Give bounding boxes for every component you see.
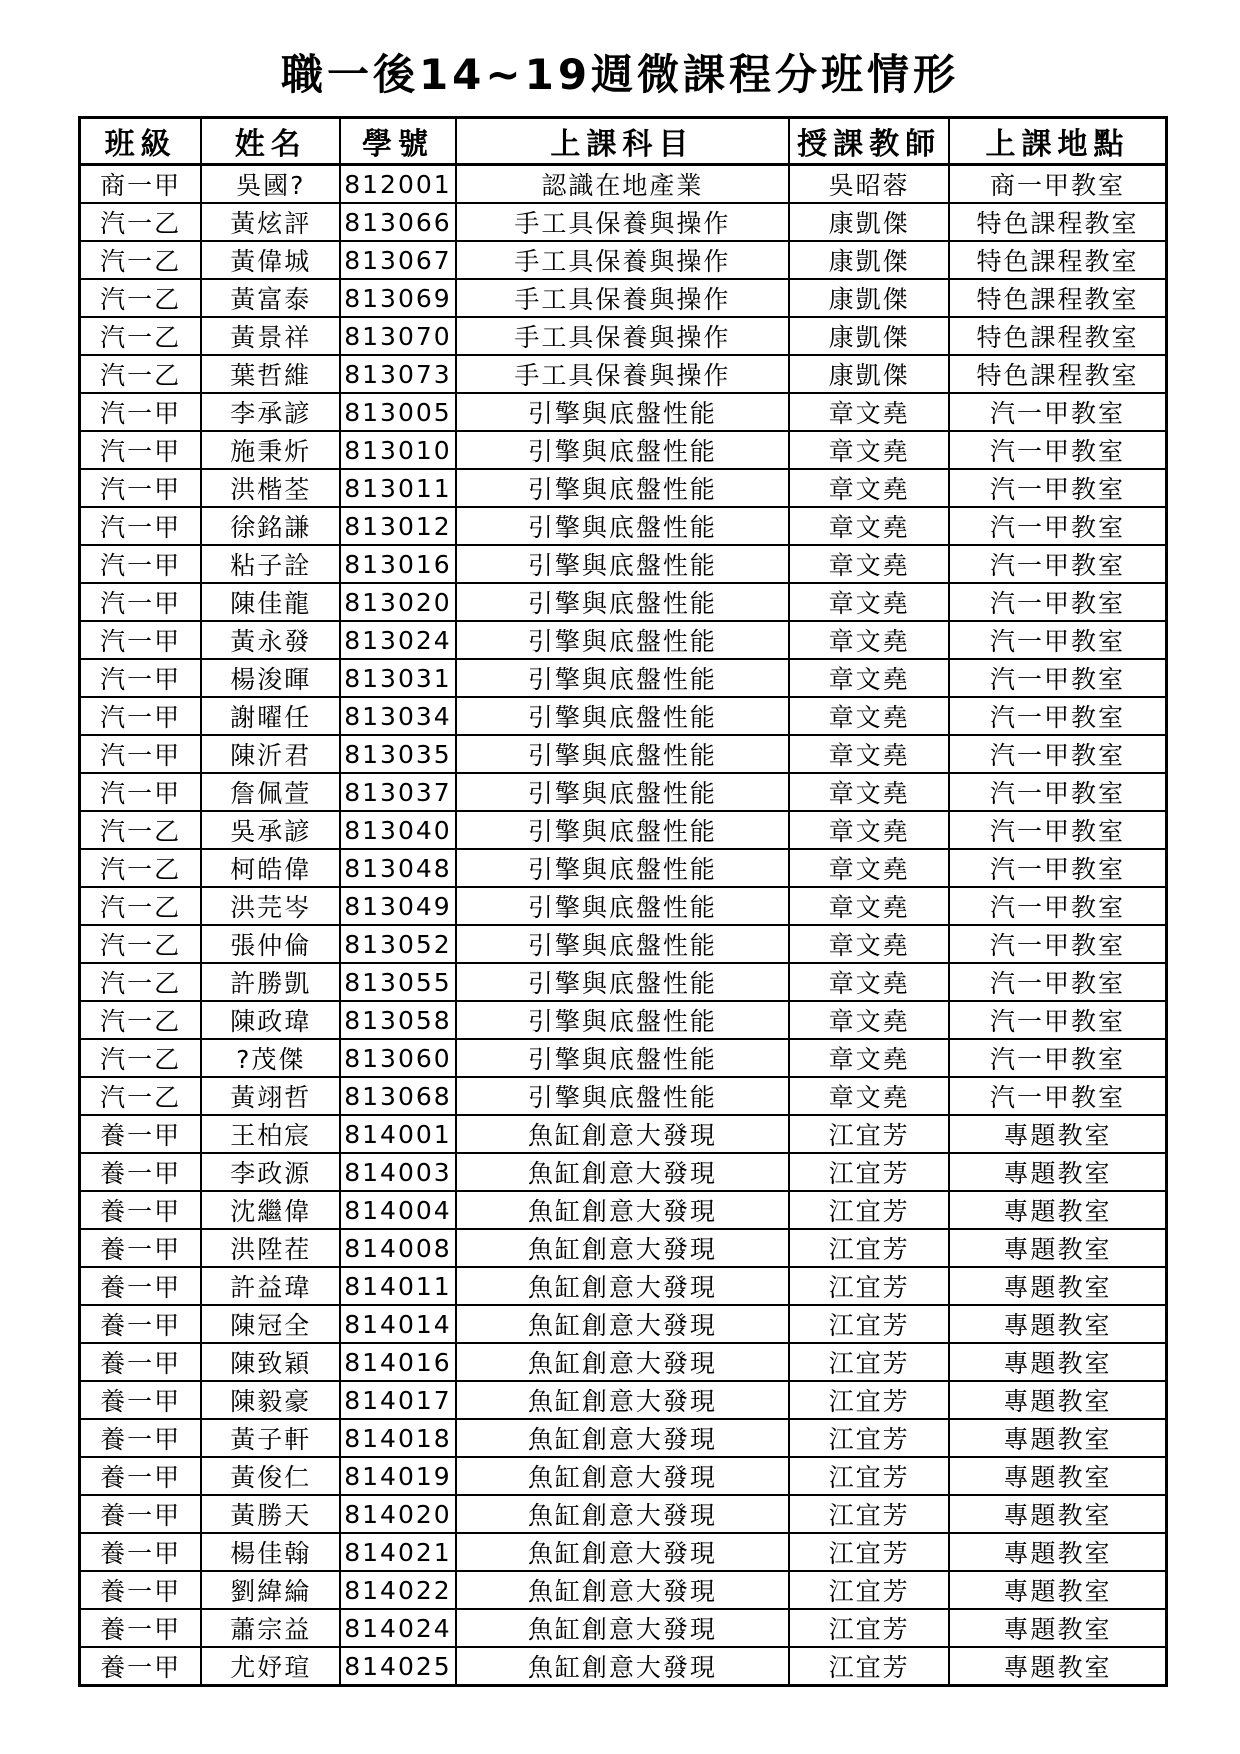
table-row — [80, 1647, 1167, 1686]
cell-name: 黃景祥 — [201, 317, 340, 355]
cell-teacher: 江宜芳 — [789, 1115, 949, 1153]
cell-class: 養一甲 — [80, 1267, 202, 1305]
cell-name: 謝曜任 — [201, 697, 340, 735]
table-row — [80, 241, 1167, 279]
cell-location: 汽一甲教室 — [949, 469, 1166, 507]
table-row — [80, 1001, 1167, 1039]
cell-name: 蕭宗益 — [201, 1609, 340, 1647]
cell-student-id: 813067 — [340, 241, 455, 279]
header-subject: 上課科目 — [456, 118, 790, 165]
cell-name: 劉緯綸 — [201, 1571, 340, 1609]
cell-location: 專題教室 — [949, 1191, 1166, 1229]
cell-subject: 魚缸創意大發現 — [456, 1571, 790, 1609]
cell-subject: 引擎與底盤性能 — [456, 621, 790, 659]
cell-class: 汽一甲 — [80, 431, 202, 469]
cell-location: 專題教室 — [949, 1305, 1166, 1343]
cell-teacher: 章文堯 — [789, 583, 949, 621]
cell-subject: 引擎與底盤性能 — [456, 849, 790, 887]
cell-subject: 魚缸創意大發現 — [456, 1115, 790, 1153]
cell-student-id: 814003 — [340, 1153, 455, 1191]
cell-subject: 魚缸創意大發現 — [456, 1267, 790, 1305]
cell-name: 洪芫岑 — [201, 887, 340, 925]
cell-location: 汽一甲教室 — [949, 545, 1166, 583]
table-row — [80, 1381, 1167, 1419]
cell-name: 黃偉城 — [201, 241, 340, 279]
cell-name: 楊佳翰 — [201, 1533, 340, 1571]
cell-student-id: 813058 — [340, 1001, 455, 1039]
cell-class: 汽一乙 — [80, 887, 202, 925]
cell-student-id: 813010 — [340, 431, 455, 469]
cell-subject: 魚缸創意大發現 — [456, 1419, 790, 1457]
cell-location: 專題教室 — [949, 1533, 1166, 1571]
cell-subject: 引擎與底盤性能 — [456, 887, 790, 925]
cell-location: 汽一甲教室 — [949, 431, 1166, 469]
cell-name: 黃俊仁 — [201, 1457, 340, 1495]
cell-subject: 引擎與底盤性能 — [456, 1077, 790, 1115]
cell-teacher: 章文堯 — [789, 811, 949, 849]
table-header — [80, 118, 1167, 165]
cell-name: 柯皓偉 — [201, 849, 340, 887]
cell-class: 汽一甲 — [80, 659, 202, 697]
cell-class: 養一甲 — [80, 1533, 202, 1571]
cell-name: 許益瑋 — [201, 1267, 340, 1305]
cell-name: 陳冠全 — [201, 1305, 340, 1343]
table-row — [80, 469, 1167, 507]
cell-student-id: 813011 — [340, 469, 455, 507]
cell-subject: 魚缸創意大發現 — [456, 1343, 790, 1381]
cell-subject: 魚缸創意大發現 — [456, 1609, 790, 1647]
cell-class: 汽一乙 — [80, 241, 202, 279]
cell-class: 養一甲 — [80, 1571, 202, 1609]
cell-subject: 引擎與底盤性能 — [456, 697, 790, 735]
cell-student-id: 813034 — [340, 697, 455, 735]
cell-name: 陳致穎 — [201, 1343, 340, 1381]
table-row — [80, 1191, 1167, 1229]
cell-subject: 引擎與底盤性能 — [456, 925, 790, 963]
cell-location: 汽一甲教室 — [949, 621, 1166, 659]
table-row — [80, 203, 1167, 241]
cell-subject: 引擎與底盤性能 — [456, 773, 790, 811]
cell-teacher: 江宜芳 — [789, 1343, 949, 1381]
table-row — [80, 1115, 1167, 1153]
cell-class: 養一甲 — [80, 1115, 202, 1153]
cell-class: 汽一甲 — [80, 469, 202, 507]
table-row — [80, 545, 1167, 583]
cell-class: 汽一乙 — [80, 1039, 202, 1077]
cell-teacher: 康凱傑 — [789, 279, 949, 317]
cell-class: 汽一乙 — [80, 203, 202, 241]
cell-location: 汽一甲教室 — [949, 583, 1166, 621]
cell-location: 汽一甲教室 — [949, 507, 1166, 545]
cell-teacher: 章文堯 — [789, 773, 949, 811]
cell-student-id: 813040 — [340, 811, 455, 849]
cell-class: 養一甲 — [80, 1647, 202, 1686]
cell-location: 專題教室 — [949, 1153, 1166, 1191]
cell-student-id: 814019 — [340, 1457, 455, 1495]
cell-class: 汽一乙 — [80, 925, 202, 963]
cell-class: 汽一乙 — [80, 279, 202, 317]
cell-teacher: 章文堯 — [789, 849, 949, 887]
cell-teacher: 章文堯 — [789, 735, 949, 773]
cell-subject: 引擎與底盤性能 — [456, 393, 790, 431]
header-name: 姓名 — [201, 118, 340, 165]
table-row — [80, 507, 1167, 545]
header-row — [80, 118, 1167, 165]
cell-subject: 魚缸創意大發現 — [456, 1647, 790, 1686]
cell-subject: 魚缸創意大發現 — [456, 1153, 790, 1191]
cell-class: 養一甲 — [80, 1609, 202, 1647]
cell-student-id: 813037 — [340, 773, 455, 811]
table-row — [80, 1495, 1167, 1533]
cell-class: 汽一乙 — [80, 811, 202, 849]
cell-subject: 引擎與底盤性能 — [456, 1039, 790, 1077]
cell-teacher: 章文堯 — [789, 1001, 949, 1039]
cell-location: 專題教室 — [949, 1115, 1166, 1153]
cell-student-id: 813016 — [340, 545, 455, 583]
cell-location: 專題教室 — [949, 1495, 1166, 1533]
cell-name: 陳毅豪 — [201, 1381, 340, 1419]
cell-class: 汽一乙 — [80, 1077, 202, 1115]
cell-student-id: 812001 — [340, 165, 455, 204]
cell-name: 粘子詮 — [201, 545, 340, 583]
cell-class: 汽一甲 — [80, 545, 202, 583]
cell-location: 汽一甲教室 — [949, 773, 1166, 811]
cell-teacher: 江宜芳 — [789, 1229, 949, 1267]
table-row — [80, 1153, 1167, 1191]
table-row — [80, 1267, 1167, 1305]
cell-subject: 引擎與底盤性能 — [456, 545, 790, 583]
cell-student-id: 814008 — [340, 1229, 455, 1267]
cell-teacher: 章文堯 — [789, 1039, 949, 1077]
cell-student-id: 814001 — [340, 1115, 455, 1153]
cell-name: 李政源 — [201, 1153, 340, 1191]
cell-student-id: 813060 — [340, 1039, 455, 1077]
cell-teacher: 江宜芳 — [789, 1533, 949, 1571]
cell-teacher: 章文堯 — [789, 963, 949, 1001]
table-row — [80, 735, 1167, 773]
cell-subject: 引擎與底盤性能 — [456, 963, 790, 1001]
cell-student-id: 813035 — [340, 735, 455, 773]
cell-class: 商一甲 — [80, 165, 202, 204]
cell-location: 汽一甲教室 — [949, 1077, 1166, 1115]
cell-student-id: 813024 — [340, 621, 455, 659]
cell-name: 黃富泰 — [201, 279, 340, 317]
cell-student-id: 814014 — [340, 1305, 455, 1343]
cell-subject: 魚缸創意大發現 — [456, 1305, 790, 1343]
cell-location: 專題教室 — [949, 1571, 1166, 1609]
cell-name: 黃翊哲 — [201, 1077, 340, 1115]
table-row — [80, 621, 1167, 659]
cell-class: 汽一乙 — [80, 849, 202, 887]
cell-teacher: 江宜芳 — [789, 1457, 949, 1495]
table-row — [80, 279, 1167, 317]
cell-teacher: 江宜芳 — [789, 1419, 949, 1457]
cell-name: 黃勝天 — [201, 1495, 340, 1533]
cell-location: 特色課程教室 — [949, 355, 1166, 393]
table-row — [80, 355, 1167, 393]
cell-name: 吳國? — [201, 165, 340, 204]
cell-location: 專題教室 — [949, 1419, 1166, 1457]
cell-teacher: 章文堯 — [789, 545, 949, 583]
cell-location: 特色課程教室 — [949, 317, 1166, 355]
cell-subject: 引擎與底盤性能 — [456, 659, 790, 697]
cell-name: 陳沂君 — [201, 735, 340, 773]
table-row — [80, 697, 1167, 735]
cell-location: 專題教室 — [949, 1457, 1166, 1495]
cell-teacher: 江宜芳 — [789, 1571, 949, 1609]
cell-name: 黃炫評 — [201, 203, 340, 241]
cell-student-id: 814017 — [340, 1381, 455, 1419]
cell-student-id: 814022 — [340, 1571, 455, 1609]
table-row — [80, 1419, 1167, 1457]
cell-student-id: 814011 — [340, 1267, 455, 1305]
table-row — [80, 431, 1167, 469]
cell-subject: 手工具保養與操作 — [456, 203, 790, 241]
cell-student-id: 813012 — [340, 507, 455, 545]
cell-class: 養一甲 — [80, 1381, 202, 1419]
cell-name: 張仲倫 — [201, 925, 340, 963]
cell-student-id: 814020 — [340, 1495, 455, 1533]
cell-subject: 手工具保養與操作 — [456, 279, 790, 317]
cell-teacher: 章文堯 — [789, 393, 949, 431]
table-row — [80, 1343, 1167, 1381]
cell-teacher: 江宜芳 — [789, 1153, 949, 1191]
cell-name: 施秉炘 — [201, 431, 340, 469]
cell-location: 專題教室 — [949, 1609, 1166, 1647]
cell-location: 汽一甲教室 — [949, 1039, 1166, 1077]
cell-subject: 魚缸創意大發現 — [456, 1229, 790, 1267]
cell-location: 特色課程教室 — [949, 241, 1166, 279]
cell-location: 汽一甲教室 — [949, 887, 1166, 925]
cell-student-id: 813052 — [340, 925, 455, 963]
cell-subject: 手工具保養與操作 — [456, 355, 790, 393]
cell-student-id: 813048 — [340, 849, 455, 887]
cell-teacher: 江宜芳 — [789, 1305, 949, 1343]
cell-location: 汽一甲教室 — [949, 849, 1166, 887]
cell-name: 尤妤瑄 — [201, 1647, 340, 1686]
table-row — [80, 811, 1167, 849]
cell-class: 汽一甲 — [80, 393, 202, 431]
cell-teacher: 章文堯 — [789, 1077, 949, 1115]
cell-name: 許勝凱 — [201, 963, 340, 1001]
cell-teacher: 章文堯 — [789, 925, 949, 963]
cell-subject: 手工具保養與操作 — [456, 317, 790, 355]
cell-location: 汽一甲教室 — [949, 925, 1166, 963]
cell-name: 吳承諺 — [201, 811, 340, 849]
cell-subject: 引擎與底盤性能 — [456, 469, 790, 507]
cell-name: 陳佳龍 — [201, 583, 340, 621]
cell-student-id: 814024 — [340, 1609, 455, 1647]
cell-teacher: 章文堯 — [789, 659, 949, 697]
cell-name: 葉哲維 — [201, 355, 340, 393]
cell-student-id: 813073 — [340, 355, 455, 393]
cell-student-id: 813070 — [340, 317, 455, 355]
cell-class: 養一甲 — [80, 1153, 202, 1191]
cell-teacher: 章文堯 — [789, 469, 949, 507]
cell-name: 黃永發 — [201, 621, 340, 659]
cell-location: 汽一甲教室 — [949, 1001, 1166, 1039]
cell-location: 專題教室 — [949, 1229, 1166, 1267]
cell-teacher: 江宜芳 — [789, 1609, 949, 1647]
cell-location: 專題教室 — [949, 1343, 1166, 1381]
cell-student-id: 813049 — [340, 887, 455, 925]
cell-location: 汽一甲教室 — [949, 735, 1166, 773]
cell-class: 汽一甲 — [80, 697, 202, 735]
cell-name: 陳政瑋 — [201, 1001, 340, 1039]
cell-class: 養一甲 — [80, 1191, 202, 1229]
table-row — [80, 583, 1167, 621]
cell-teacher: 康凱傑 — [789, 203, 949, 241]
cell-teacher: 章文堯 — [789, 507, 949, 545]
cell-teacher: 康凱傑 — [789, 241, 949, 279]
cell-class: 汽一甲 — [80, 773, 202, 811]
cell-subject: 魚缸創意大發現 — [456, 1381, 790, 1419]
cell-class: 汽一甲 — [80, 507, 202, 545]
cell-teacher: 章文堯 — [789, 621, 949, 659]
cell-subject: 引擎與底盤性能 — [456, 431, 790, 469]
cell-location: 專題教室 — [949, 1381, 1166, 1419]
cell-subject: 手工具保養與操作 — [456, 241, 790, 279]
cell-teacher: 江宜芳 — [789, 1381, 949, 1419]
table-row — [80, 317, 1167, 355]
cell-class: 養一甲 — [80, 1495, 202, 1533]
cell-class: 養一甲 — [80, 1229, 202, 1267]
cell-student-id: 813031 — [340, 659, 455, 697]
table-row — [80, 1457, 1167, 1495]
cell-name: 楊浚暉 — [201, 659, 340, 697]
cell-name: 詹佩萱 — [201, 773, 340, 811]
cell-subject: 魚缸創意大發現 — [456, 1495, 790, 1533]
cell-subject: 引擎與底盤性能 — [456, 735, 790, 773]
cell-class: 汽一乙 — [80, 317, 202, 355]
cell-location: 特色課程教室 — [949, 279, 1166, 317]
cell-name: 沈繼偉 — [201, 1191, 340, 1229]
cell-class: 養一甲 — [80, 1343, 202, 1381]
cell-name: 李承諺 — [201, 393, 340, 431]
table-row — [80, 849, 1167, 887]
cell-class: 汽一乙 — [80, 355, 202, 393]
cell-name: 洪楷荃 — [201, 469, 340, 507]
cell-teacher: 章文堯 — [789, 697, 949, 735]
cell-name: 徐銘謙 — [201, 507, 340, 545]
cell-class: 養一甲 — [80, 1419, 202, 1457]
cell-teacher: 章文堯 — [789, 887, 949, 925]
class-assignment-table — [78, 116, 1168, 1687]
header-teacher: 授課教師 — [789, 118, 949, 165]
cell-student-id: 813069 — [340, 279, 455, 317]
header-student-id: 學號 — [340, 118, 455, 165]
table-row — [80, 1077, 1167, 1115]
table-row — [80, 165, 1167, 204]
cell-location: 汽一甲教室 — [949, 811, 1166, 849]
cell-class: 汽一甲 — [80, 621, 202, 659]
table-row — [80, 1229, 1167, 1267]
cell-class: 汽一乙 — [80, 963, 202, 1001]
cell-student-id: 814018 — [340, 1419, 455, 1457]
cell-location: 汽一甲教室 — [949, 963, 1166, 1001]
page-title: 職一後14~19週微課程分班情形 — [280, 50, 960, 99]
cell-class: 汽一甲 — [80, 735, 202, 773]
cell-subject: 認識在地產業 — [456, 165, 790, 204]
table-row — [80, 1609, 1167, 1647]
cell-student-id: 814025 — [340, 1647, 455, 1686]
cell-name: 洪陞茬 — [201, 1229, 340, 1267]
table-row — [80, 773, 1167, 811]
cell-teacher: 江宜芳 — [789, 1647, 949, 1686]
cell-location: 專題教室 — [949, 1647, 1166, 1686]
cell-name: 黃子軒 — [201, 1419, 340, 1457]
cell-location: 汽一甲教室 — [949, 659, 1166, 697]
cell-teacher: 章文堯 — [789, 431, 949, 469]
header-location: 上課地點 — [949, 118, 1166, 165]
table-row — [80, 887, 1167, 925]
cell-teacher: 康凱傑 — [789, 317, 949, 355]
cell-subject: 引擎與底盤性能 — [456, 811, 790, 849]
cell-student-id: 813055 — [340, 963, 455, 1001]
cell-student-id: 814016 — [340, 1343, 455, 1381]
cell-location: 特色課程教室 — [949, 203, 1166, 241]
table-row — [80, 963, 1167, 1001]
cell-class: 汽一乙 — [80, 1001, 202, 1039]
cell-student-id: 813020 — [340, 583, 455, 621]
cell-teacher: 江宜芳 — [789, 1267, 949, 1305]
table-row — [80, 925, 1167, 963]
table-row — [80, 1039, 1167, 1077]
cell-location: 汽一甲教室 — [949, 697, 1166, 735]
cell-location: 專題教室 — [949, 1267, 1166, 1305]
cell-subject: 魚缸創意大發現 — [456, 1191, 790, 1229]
table-row — [80, 393, 1167, 431]
cell-student-id: 813005 — [340, 393, 455, 431]
cell-teacher: 吳昭蓉 — [789, 165, 949, 204]
table-row — [80, 1571, 1167, 1609]
cell-subject: 魚缸創意大發現 — [456, 1457, 790, 1495]
cell-subject: 引擎與底盤性能 — [456, 583, 790, 621]
cell-teacher: 康凱傑 — [789, 355, 949, 393]
cell-class: 養一甲 — [80, 1305, 202, 1343]
table-row — [80, 1305, 1167, 1343]
cell-name: 王柏宸 — [201, 1115, 340, 1153]
cell-teacher: 江宜芳 — [789, 1495, 949, 1533]
cell-class: 汽一甲 — [80, 583, 202, 621]
cell-student-id: 814021 — [340, 1533, 455, 1571]
cell-location: 汽一甲教室 — [949, 393, 1166, 431]
cell-subject: 引擎與底盤性能 — [456, 507, 790, 545]
cell-subject: 引擎與底盤性能 — [456, 1001, 790, 1039]
cell-subject: 魚缸創意大發現 — [456, 1533, 790, 1571]
cell-teacher: 江宜芳 — [789, 1191, 949, 1229]
cell-student-id: 814004 — [340, 1191, 455, 1229]
cell-name: ?茂傑 — [201, 1039, 340, 1077]
cell-student-id: 813066 — [340, 203, 455, 241]
table-body — [80, 165, 1167, 1686]
cell-student-id: 813068 — [340, 1077, 455, 1115]
header-class: 班級 — [80, 118, 202, 165]
cell-class: 養一甲 — [80, 1457, 202, 1495]
table-row — [80, 659, 1167, 697]
table-row — [80, 1533, 1167, 1571]
cell-location: 商一甲教室 — [949, 165, 1166, 204]
